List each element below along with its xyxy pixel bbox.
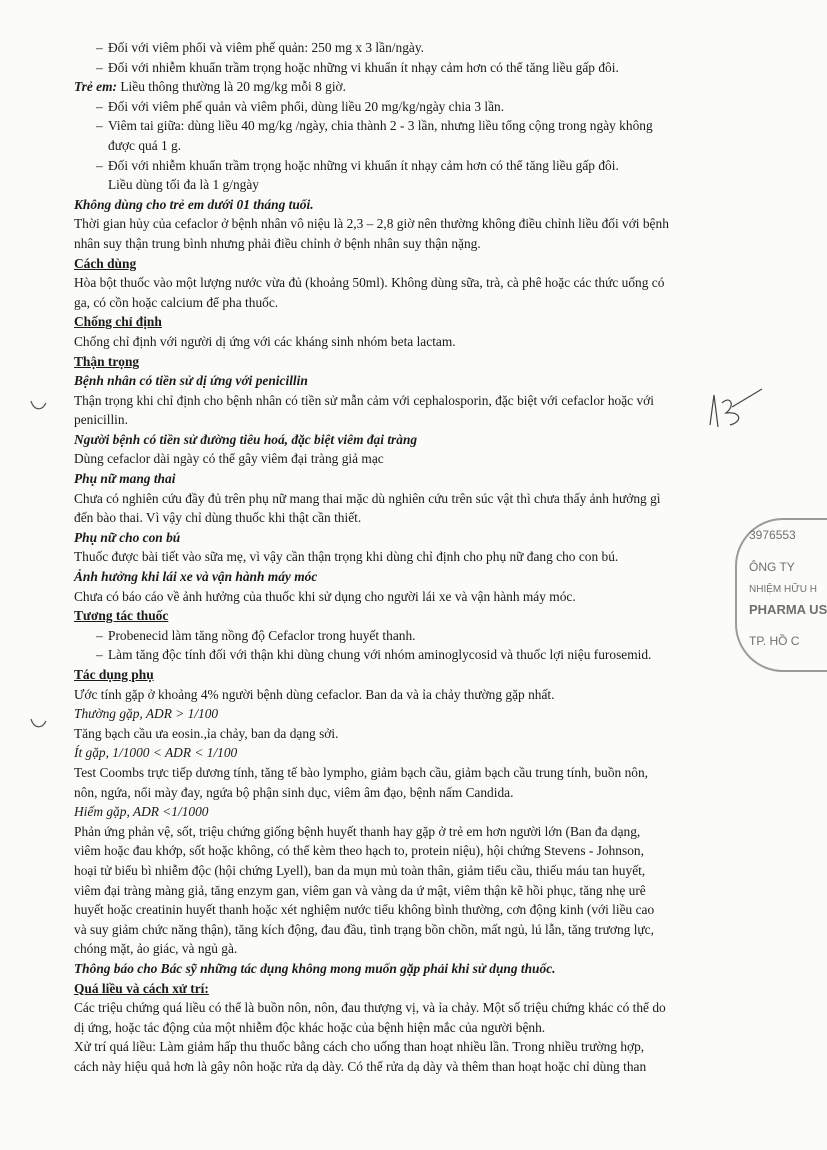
stamp-number: 3976553 [749, 528, 796, 542]
document-body [74, 38, 734, 1076]
stamp-line-4: TP. HỒ C [749, 634, 800, 648]
section-heading: Tác dụng phụ [74, 667, 154, 682]
text-line: huyết hoặc creatinin huyết thanh hoặc xét nghiệm nước tiểu không bình thường, cơn động kinh (với liều cao [74, 902, 655, 918]
text-line: nhân suy thận trung bình nhưng phải điều chỉnh ở bệnh nhân suy thận nặng. [74, 235, 481, 251]
bullet-text: Viêm tai giữa: dùng liều 40 mg/kg /ngày, chia thành 2 - 3 lần, nhưng liều tổng cộng trong ngày không [108, 118, 653, 134]
text-line: Chưa có nghiên cứu đầy đủ trên phụ nữ mang thai mặc dù nghiên cứu trên súc vật thì chưa thấy ảnh hưởng gì [74, 490, 661, 506]
sub-heading: Bệnh nhân có tiền sử dị ứng với penicillin [74, 373, 308, 389]
text-line: Xử trí quá liều: Làm giảm hấp thu thuốc bằng cách cho uống than hoạt nhiều lần. Trong nhiều trường hợp, [74, 1039, 645, 1055]
text-line: được quá 1 g. [108, 137, 182, 153]
sub-heading: Ảnh hưởng khi lái xe và vận hành máy móc [74, 569, 318, 585]
text-line: Thận trọng khi chỉ định cho bệnh nhân có tiền sử mẫn cảm với cephalosporin, đặc biệt với cefaclor hoặc với [74, 392, 654, 408]
text-line: viêm hoặc đau khớp, sốt hoặc không, có thể kèm theo hạch to, protein niệu), hội chứng Stevens - Johnson, [74, 843, 644, 859]
bullet-line [74, 645, 734, 665]
bullet-text: Làm tăng độc tính đối với thận khi dùng chung với nhóm aminoglycosid và thuốc lợi niệu furosemid. [108, 647, 652, 663]
text-line: penicillin. [74, 412, 128, 428]
punch-mark-top [28, 395, 50, 415]
text-line: Chống chỉ định với người dị ứng với các kháng sinh nhóm beta lactam. [74, 333, 456, 349]
punch-mark-bottom [28, 713, 50, 733]
sub-heading: Không dùng cho trẻ em dưới 01 tháng tuổi. [74, 196, 314, 212]
bullet-dash: – [96, 157, 103, 173]
bullet-dash: – [96, 118, 103, 134]
stamp-line-2: NHIỆM HỮU H [749, 584, 817, 595]
bullet-dash: – [96, 647, 103, 663]
sub-heading: Thông báo cho Bác sỹ những tác dụng không mong muốn gặp phải khi sử dụng thuốc. [74, 960, 556, 976]
text-line: Hòa bột thuốc vào một lượng nước vừa đủ (khoảng 50ml). Không dùng sữa, trà, cà phê hoặc các thức uống có [74, 275, 665, 291]
bullet-line [74, 156, 734, 176]
text-line: Chưa có báo cáo về ảnh hưởng của thuốc khi sử dụng cho người lái xe và vận hành máy móc. [74, 588, 576, 604]
mixed-line [74, 77, 734, 97]
text-line: Phản ứng phản vệ, sốt, triệu chứng giống bệnh huyết thanh hay gặp ở trẻ em hơn người lớn (Ban đa dạng, [74, 823, 641, 839]
bullet-line [74, 116, 734, 136]
bullet-dash: – [96, 59, 103, 75]
section-heading: Quá liều và cách xử trí: [74, 980, 209, 996]
signature-mark [700, 385, 770, 445]
text-line: hoại tử biểu bì nhiễm độc (hội chứng Lyell), ban da mụn mủ toàn thân, giảm tiểu cầu, thiếu máu tan huyết, [74, 862, 646, 878]
bullet-text: Đối với viêm phổi và viêm phế quản: 250 mg x 3 lần/ngày. [108, 40, 425, 55]
text-line: Các triệu chứng quá liều có thể là buồn nôn, nôn, đau thượng vị, và ỉa chảy. Một số triệu chứng khác có thể do [74, 1000, 666, 1016]
bullet-text: Đối với nhiễm khuẩn trầm trọng hoặc những vi khuẩn ít nhạy cảm hơn có thể tăng liều gấp đôi. [108, 59, 619, 75]
text-line: Tăng bạch cầu ưa eosin.,ỉa chảy, ban da dạng sởi. [74, 725, 339, 741]
sub-heading: Phụ nữ cho con bú [74, 529, 181, 545]
text-line: Thời gian hủy của cefaclor ở bệnh nhân vô niệu là 2,3 – 2,8 giờ nên thường không điều chỉnh liều đối với bệnh [74, 216, 669, 232]
text-line: Dùng cefaclor dài ngày có thể gây viêm đại tràng giả mạc [74, 451, 384, 467]
section-heading: Cách dùng [74, 255, 137, 271]
section-heading: Thận trọng [74, 353, 140, 369]
text-line: dị ứng, hoặc tác động của một nhiễm độc khác hoặc của bệnh hiện mắc của người bệnh. [74, 1019, 546, 1035]
text-line: chóng mặt, ảo giác, và ngủ gà. [74, 941, 238, 957]
section-heading: Tương tác thuốc [74, 608, 169, 624]
text-line: Thuốc được bài tiết vào sữa mẹ, vì vậy cần thận trọng khi dùng chỉ định cho phụ nữ đang cho con bú. [74, 549, 619, 565]
bullet-dash: – [96, 98, 103, 114]
inline-text: Liều thông thường là 20 mg/kg mỗi 8 giờ. [117, 79, 346, 95]
sub-heading: Phụ nữ mang thai [74, 471, 176, 487]
text-line: Liều dùng tối đa là 1 g/ngày [108, 177, 259, 193]
bullet-text: Đối với nhiễm khuẩn trầm trọng hoặc những vi khuẩn ít nhạy cảm hơn có thể tăng liều gấp đôi. [108, 157, 619, 173]
inline-label: Trẻ em: [74, 79, 118, 95]
text-line: và suy giảm chức năng thận), tăng kích động, đau đầu, tình trạng bồn chồn, mất ngủ, lú lẫn, tăng trương lực, [74, 921, 654, 937]
text-line: Ước tính gặp ở khoảng 4% người bệnh dùng cefaclor. Ban da và ỉa chảy thường gặp nhất. [74, 686, 555, 702]
bullet-dash: – [96, 627, 103, 643]
bullet-line [74, 626, 734, 646]
text-line: viêm đại tràng màng giả, tăng enzym gan, viêm gan và vàng da ứ mật, viêm thận kẽ hồi phục, tăng nhẹ urê [74, 882, 646, 898]
text-line: ga, có cồn hoặc calcium để pha thuốc. [74, 294, 279, 310]
text-line: cách này hiệu quả hơn là gây nôn hoặc rửa dạ dày. Có thể rửa dạ dày và thêm than hoạt hoặc chỉ dùng than [74, 1058, 647, 1074]
bullet-text: Probenecid làm tăng nồng độ Cefaclor trong huyết thanh. [108, 627, 416, 643]
stamp-line-3: PHARMA US [749, 602, 827, 617]
bullet-line [74, 38, 734, 58]
section-heading: Chống chỉ định [74, 314, 162, 330]
sub-heading: Người bệnh có tiền sử đường tiêu hoá, đặc biệt viêm đại tràng [74, 431, 418, 447]
bullet-line [74, 58, 734, 78]
bullet-dash: – [96, 40, 103, 55]
frequency-label: Thường gặp, ADR > 1/100 [74, 706, 219, 722]
stamp-line-1: ÔNG TY [749, 560, 795, 574]
frequency-label: Ít gặp, 1/1000 < ADR < 1/100 [74, 745, 238, 761]
text-line: đến bào thai. Vì vậy chỉ dùng thuốc khi thật cần thiết. [74, 510, 362, 526]
bullet-line [74, 97, 734, 117]
text-line: Test Coombs trực tiếp dương tính, tăng tế bào lympho, giảm bạch cầu, giảm bạch cầu trung tính, buồn nôn, [74, 764, 649, 780]
text-line: nôn, ngứa, nổi mày đay, ngứa bộ phận sinh dục, viêm âm đạo, bệnh nấm Candida. [74, 784, 514, 800]
company-stamp [735, 518, 827, 672]
bullet-text: Đối với viêm phế quản và viêm phổi, dùng liều 20 mg/kg/ngày chia 3 lần. [108, 98, 505, 114]
frequency-label: Hiếm gặp, ADR <1/1000 [74, 804, 209, 820]
